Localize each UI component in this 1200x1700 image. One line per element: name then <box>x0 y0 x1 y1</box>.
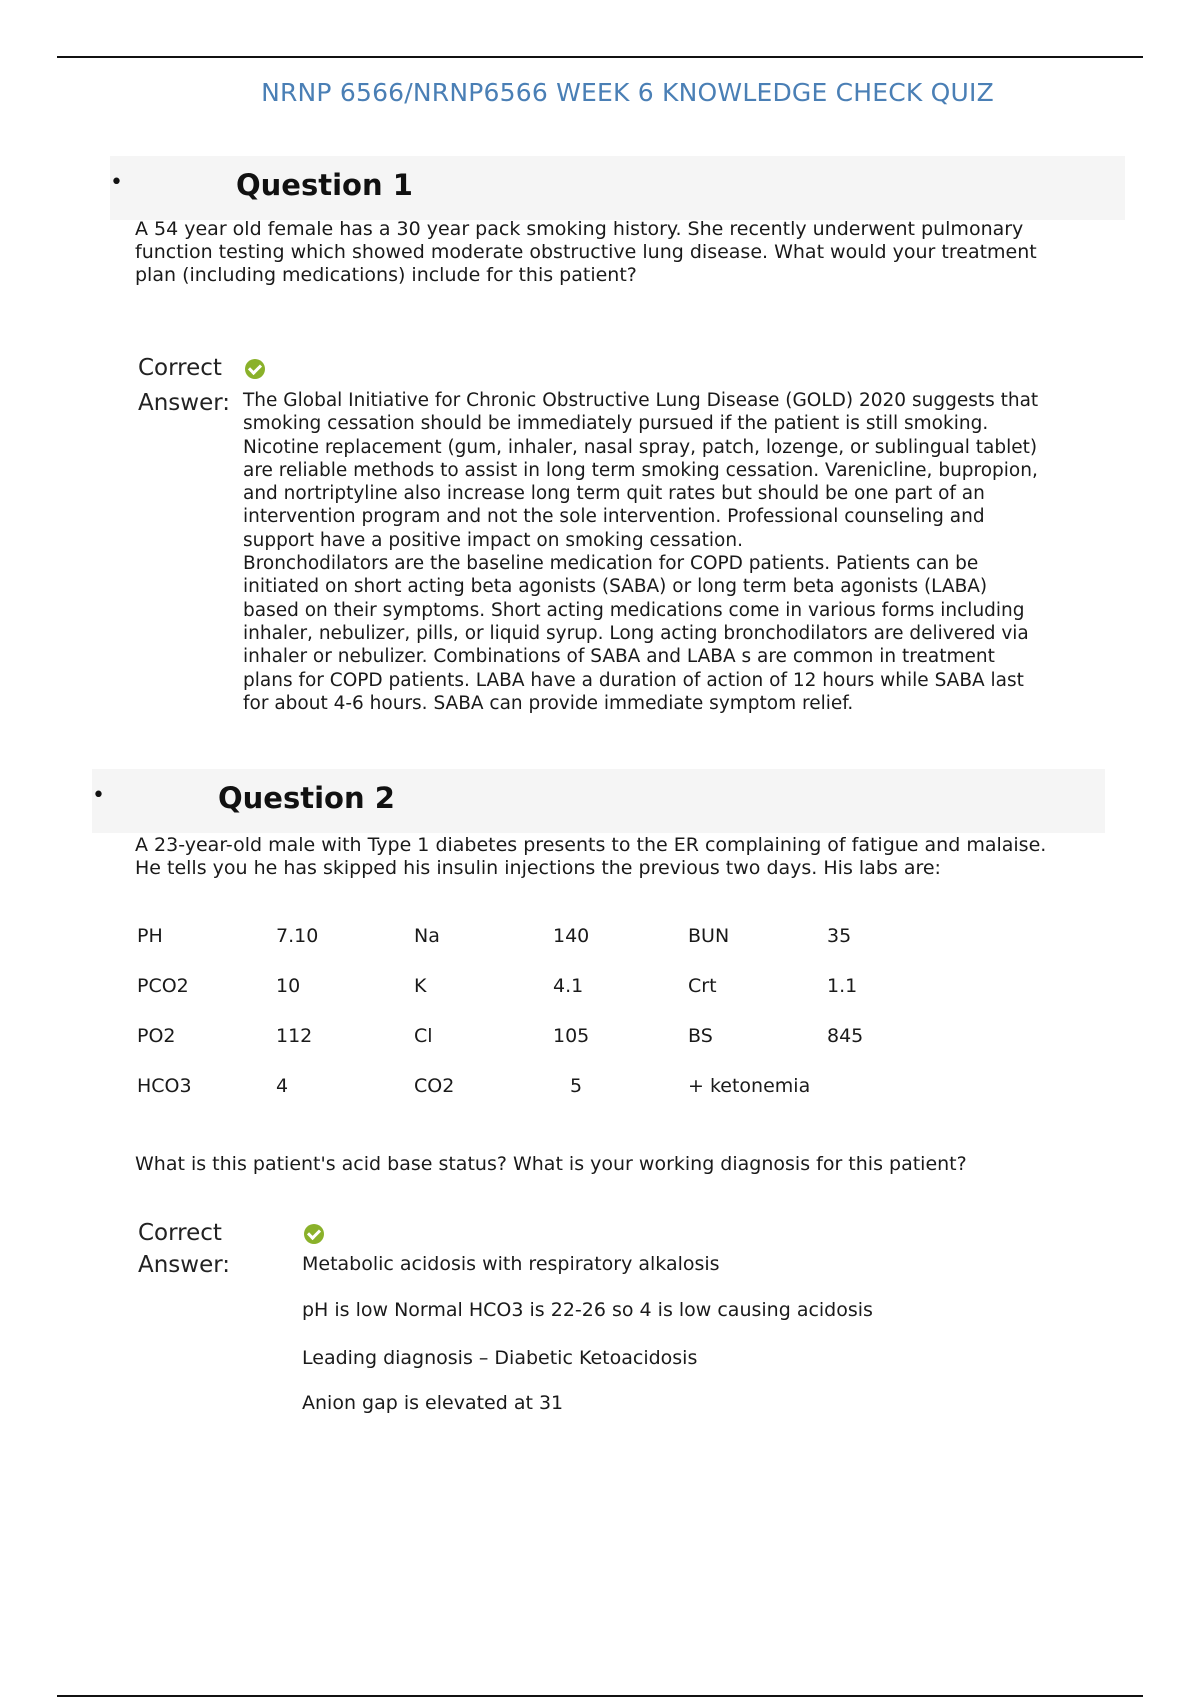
top-rule <box>57 56 1143 58</box>
correct-label: Correct <box>138 355 222 381</box>
answer-line: Metabolic acidosis with respiratory alkalosis <box>302 1253 720 1275</box>
lab-cell: + ketonemia <box>688 1075 811 1097</box>
lab-cell: PO2 <box>137 1025 176 1047</box>
question-2-prompt: What is this patient's acid base status? What is your working diagnosis for this patient? <box>135 1153 967 1175</box>
question-1-title: Question 1 <box>236 168 413 202</box>
lab-cell: Crt <box>688 975 717 997</box>
lab-cell: 112 <box>276 1025 313 1047</box>
correct-label: Correct <box>138 1220 222 1246</box>
lab-cell: Na <box>414 925 440 947</box>
lab-cell: K <box>414 975 427 997</box>
lab-cell: 4.1 <box>553 975 584 997</box>
lab-cell: PH <box>137 925 163 947</box>
answer-paragraph: The Global Initiative for Chronic Obstructive Lung Disease (GOLD) 2020 suggests that smoking cessation should be immediately pursued if the patient is still smoking. Nicotine replacement (gum, inhaler, nasal spray, patch, lozenge, or sublingual tablet) are reliable methods to assist in long term smoking cessation. Varenicline, bupropion, and nortriptyline also increase long term quit rates but should be one part of an intervention program and not the sole intervention. Professional counseling and support have a positive impact on smoking cessation. <box>243 390 1039 551</box>
question-2-header <box>92 769 1105 833</box>
lab-cell: HCO3 <box>137 1075 192 1097</box>
check-icon <box>245 359 265 379</box>
bullet: • <box>92 783 105 808</box>
question-1-answer <box>243 389 1043 715</box>
lab-cell: 845 <box>827 1025 864 1047</box>
bottom-rule <box>57 1695 1143 1697</box>
answer-line: Leading diagnosis – Diabetic Ketoacidosis <box>302 1347 698 1369</box>
lab-cell: 5 <box>570 1075 583 1097</box>
lab-cell: 4 <box>276 1075 289 1097</box>
question-1-text: A 54 year old female has a 30 year pack smoking history. She recently underwent pulmonary function testing which showed moderate obstructive lung disease. What would your treatment plan (including medications) include for this patient? <box>135 218 1037 286</box>
bullet: • <box>110 170 123 195</box>
lab-cell: 140 <box>553 925 590 947</box>
lab-cell: 10 <box>276 975 301 997</box>
lab-cell: 35 <box>827 925 852 947</box>
answer-label: Answer: <box>138 390 231 416</box>
lab-cell: 7.10 <box>276 925 319 947</box>
lab-cell: PCO2 <box>137 975 189 997</box>
lab-cell: BUN <box>688 925 730 947</box>
lab-cell: Cl <box>414 1025 433 1047</box>
question-1-header <box>110 156 1125 220</box>
lab-cell: BS <box>688 1025 713 1047</box>
lab-cell: 1.1 <box>827 975 858 997</box>
question-2-text: A 23-year-old male with Type 1 diabetes presents to the ER complaining of fatigue and malaise. He tells you he has skipped his insulin injections the previous two days. His labs are: <box>135 834 1047 879</box>
lab-cell: CO2 <box>414 1075 455 1097</box>
lab-cell: 105 <box>553 1025 590 1047</box>
document-title: NRNP 6566/NRNP6566 WEEK 6 KNOWLEDGE CHECK QUIZ <box>261 78 994 107</box>
check-icon <box>304 1224 324 1244</box>
answer-paragraph: Bronchodilators are the baseline medication for COPD patients. Patients can be initiated on short acting beta agonists (SABA) or long term beta agonists (LABA) based on their symptoms. Short acting medications come in various forms including inhaler, nebulizer, pills, or liquid syrup. Long acting bronchodilators are delivered via inhaler or nebulizer. Combinations of SABA and LABA s are common in treatment plans for COPD patients. LABA have a duration of action of 12 hours while SABA last for about 4-6 hours. SABA can provide immediate symptom relief. <box>243 553 1029 714</box>
answer-line: Anion gap is elevated at 31 <box>302 1392 564 1414</box>
answer-line: pH is low Normal HCO3 is 22-26 so 4 is low causing acidosis <box>302 1299 873 1321</box>
question-2-title: Question 2 <box>218 781 395 815</box>
answer-label: Answer: <box>138 1252 231 1278</box>
